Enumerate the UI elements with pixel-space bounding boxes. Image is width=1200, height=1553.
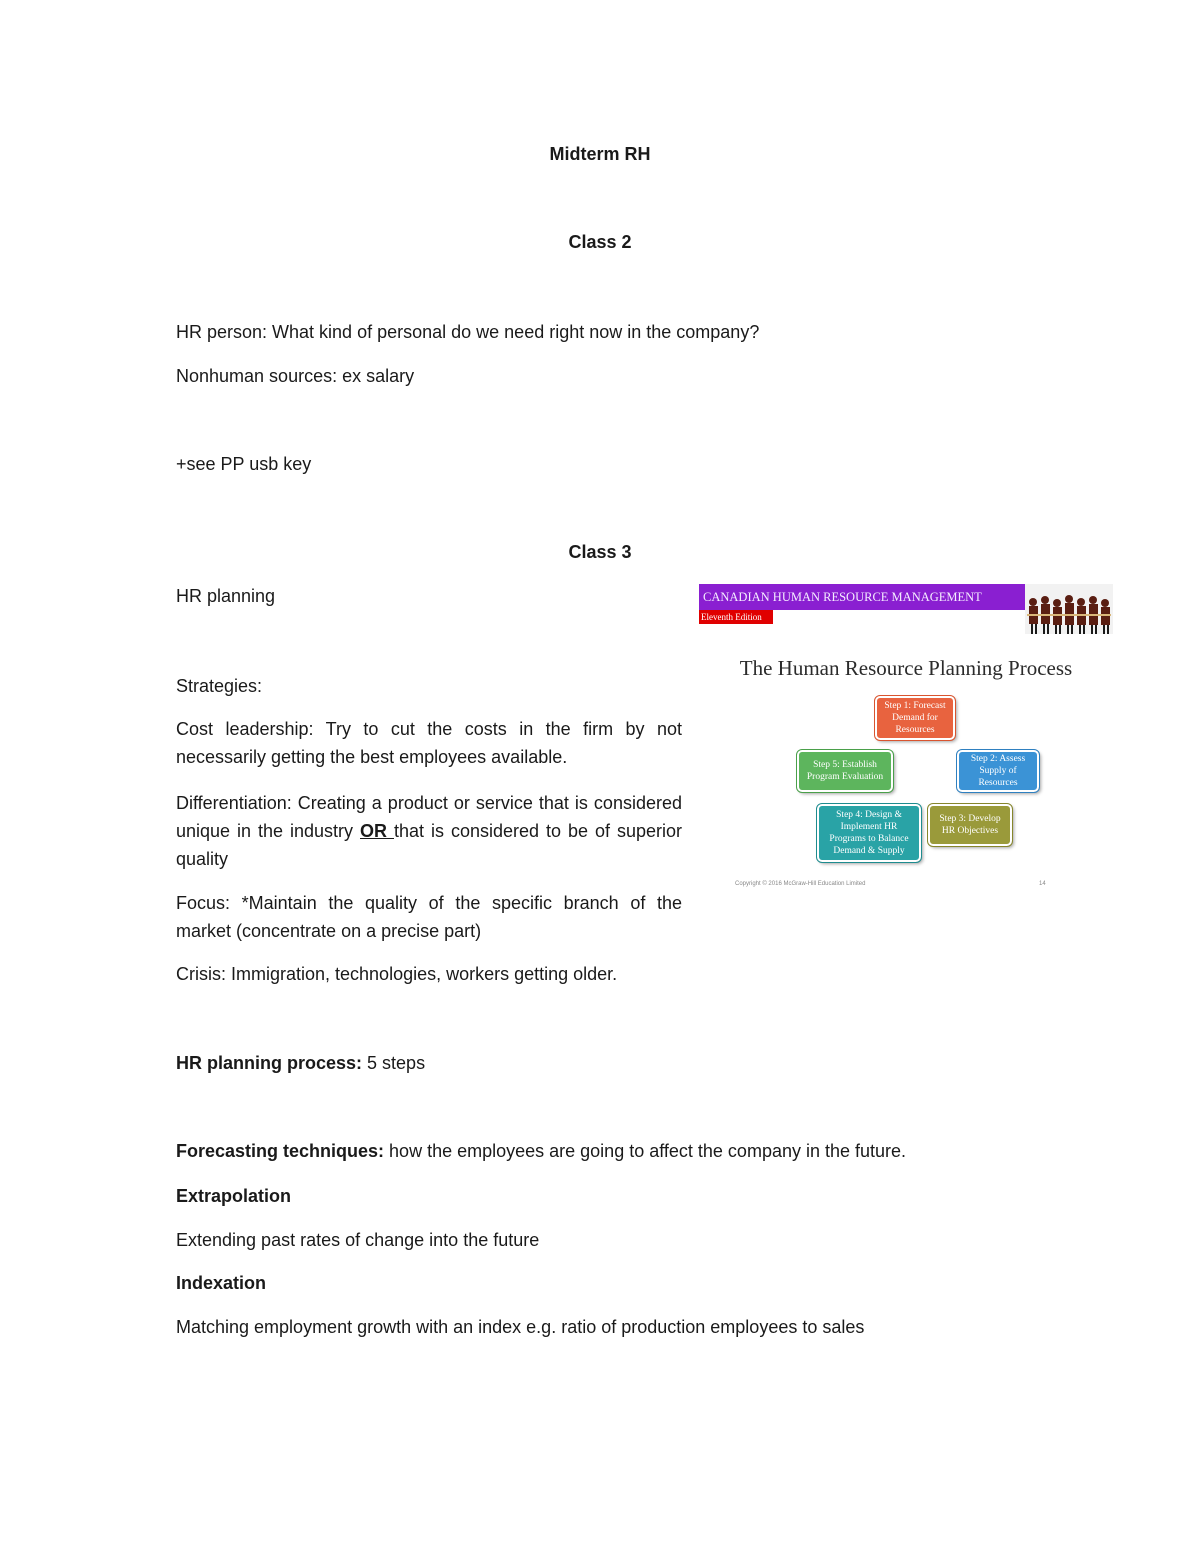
- step2-box: Step 2: Assess Supply of Resources: [957, 750, 1039, 792]
- crisis-line: Crisis: Immigration, technologies, workers getting older.: [176, 964, 618, 984]
- nonhuman-line: Nonhuman sources: ex salary: [176, 366, 415, 386]
- hr-person-line: HR person: What kind of personal do we need right now in the company?: [176, 322, 760, 342]
- process-value: 5 steps: [362, 1053, 426, 1073]
- class2-heading: Class 2: [568, 232, 632, 252]
- document-title: Midterm RH: [549, 144, 651, 164]
- see-pp-line: +see PP usb key: [176, 454, 312, 474]
- step1-box: Step 1: Forecast Demand for Resources: [875, 696, 955, 740]
- slide-header-band: CANADIAN HUMAN RESOURCE MANAGEMENT: [699, 584, 1025, 610]
- extrapolation-heading: Extrapolation: [176, 1186, 292, 1206]
- indexation-desc: Matching employment growth with an index e.g. ratio of production employees to sales: [176, 1317, 865, 1337]
- strategies-label: Strategies:: [176, 676, 263, 696]
- differentiation-text-a: Differentiation: Creating a product or service that is considered unique in the industry: [176, 793, 682, 841]
- process-label: HR planning process:: [176, 1053, 363, 1073]
- differentiation-or: OR: [360, 821, 394, 841]
- slide-copyright: Copyright © 2016 McGraw-Hill Education Limited: [735, 881, 866, 887]
- forecast-line: [176, 1141, 906, 1162]
- process-line: [176, 1053, 425, 1074]
- class3-heading: Class 3: [568, 542, 632, 562]
- forecast-label: Forecasting techniques:: [176, 1141, 385, 1161]
- hr-planning-slide-image: [699, 584, 1113, 896]
- slide-photo: [1025, 584, 1113, 634]
- differentiation-text-b: that is considered to be of superior quality: [176, 821, 682, 869]
- step3-box: Step 3: Develop HR Objectives: [928, 804, 1012, 846]
- step4-box: Step 4: Design & Implement HR Programs to Balance Demand & Supply: [817, 804, 921, 862]
- cost-leadership-paragraph: Cost leadership: Try to cut the costs in the firm by not necessarily getting the best employees available.: [176, 719, 682, 767]
- indexation-heading: Indexation: [176, 1273, 267, 1293]
- hr-planning-line: HR planning: [176, 586, 276, 606]
- focus-paragraph: Focus: *Maintain the quality of the specific branch of the market (concentrate on a precise part): [176, 893, 682, 941]
- slide-edition-tag: Eleventh Edition: [699, 610, 773, 624]
- extrapolation-desc: Extending past rates of change into the future: [176, 1230, 540, 1250]
- differentiation-paragraph: [176, 789, 682, 873]
- slide-page-number: 14: [1039, 881, 1046, 887]
- step5-box: Step 5: Establish Program Evaluation: [797, 750, 893, 792]
- forecast-value: how the employees are going to affect the company in the future.: [384, 1141, 907, 1161]
- slide-title: The Human Resource Planning Process: [739, 656, 1073, 680]
